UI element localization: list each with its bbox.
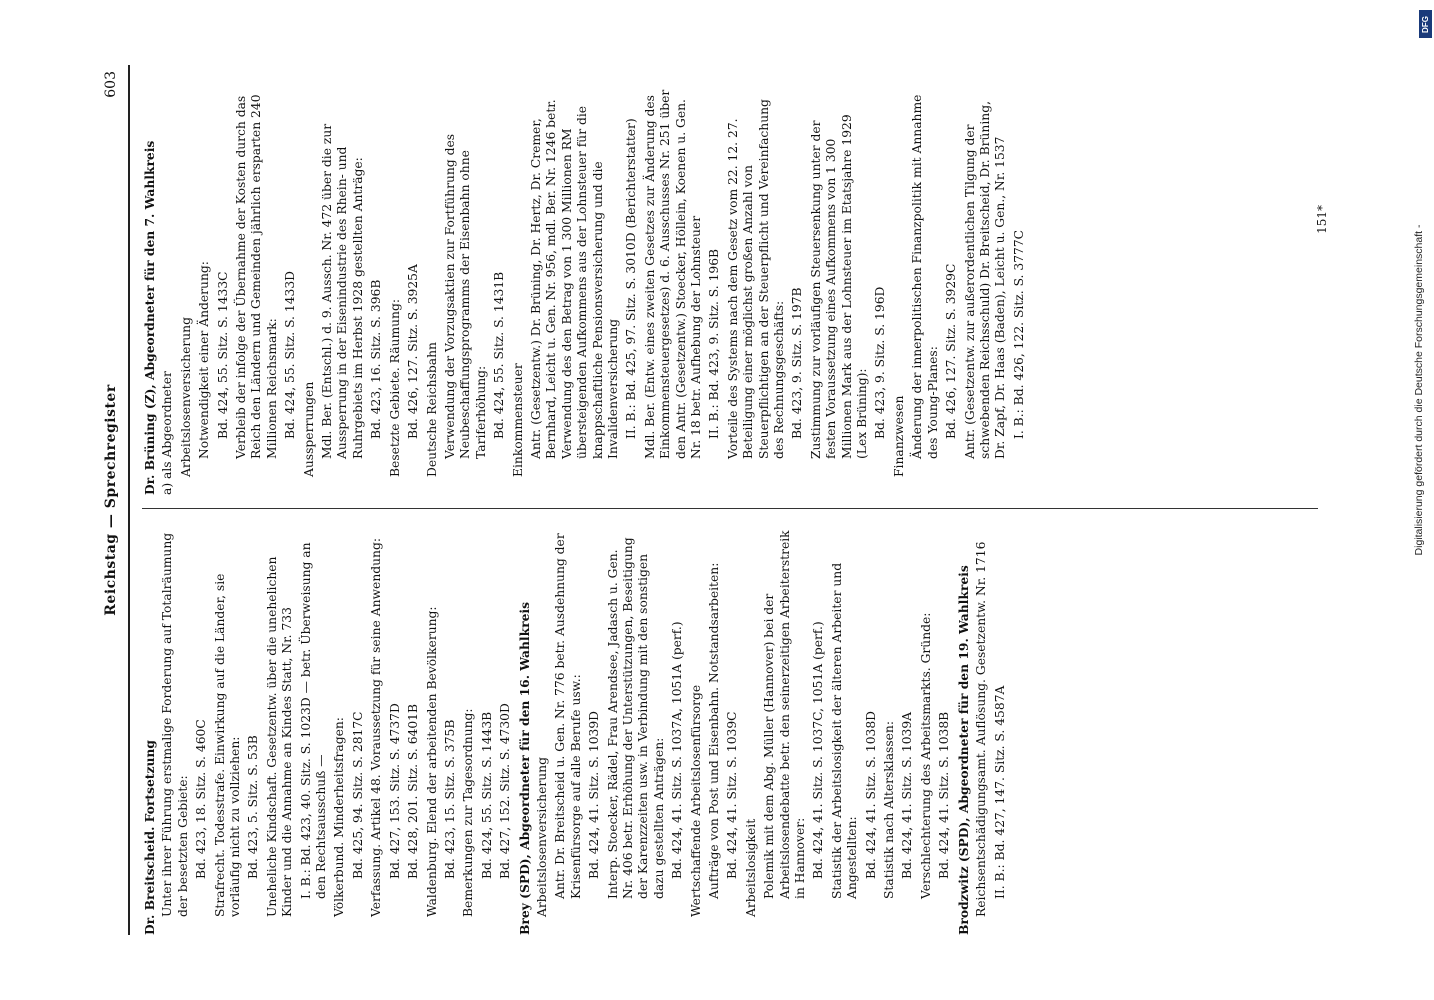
- register-entry: Antr. (Gesetzentw. zur außerordentlichen Tilgung der schwebenden Reichsschuld) Dr. Breitscheid, Dr. Brüning, Dr. Zapf, Dr. Haas (Baden), Leicht u. Gen., Nr. 1537: [962, 101, 1008, 459]
- running-title: Reichstag — Sprechregister: [103, 384, 119, 616]
- register-entry: Vorteile des Systems nach dem Gesetz vom 22. 12. 27. Beteiligung einer möglichst großen Anzahl von Steuerpflichtigen an der Steuerpflicht und Vereinfachung des Rechnungsgeschäfts:: [725, 99, 787, 459]
- citation-line: Bd. 426, 127. Sitz. S. 3929C: [944, 263, 959, 439]
- register-entry: Verfassung. Artikel 48. Voraussetzung für seine Anwendung:: [369, 538, 384, 917]
- citation-line: Bd. 427, 153. Sitz. S. 4737D: [387, 703, 402, 879]
- citation-line: Bd. 426, 127. Sitz. S. 3925A: [406, 264, 421, 439]
- register-entry: Reichsentschädigungsamt. Auflösung. Gesetzentw. Nr. 1716: [974, 541, 989, 917]
- left-column: [142, 527, 1011, 935]
- citation-line: Bd. 424, 41. Sitz. S. 1037C, 1051A (perf.): [811, 621, 826, 879]
- register-entry: Arbeitslosenversicherung: [178, 317, 193, 477]
- citation-line: Bd. 425, 94. Sitz. S. 2817C: [350, 711, 365, 879]
- citation-line: Bd. 424, 55. Sitz. S. 1443B: [479, 711, 494, 879]
- register-entry: Mdl. Ber. (Entschl.) d. 9. Aussch. Nr. 472 über die zur Aussperrung in der Eisenindustrie des Rhein- und Ruhrgebiets im Herbst 1928 gestellten Anträge:: [320, 123, 365, 459]
- register-entry: Antr. Dr. Breitscheid u. Gen. Nr. 776 betr. Ausdehnung der Krisenfürsorge auf alle Berufe usw.:: [553, 533, 583, 899]
- register-page: [102, 65, 1332, 935]
- citation-line: Bd. 427, 152. Sitz. S. 4730D: [498, 703, 513, 879]
- register-entry: Aussperrungen: [301, 381, 316, 477]
- citation-line: Bd. 423, 15. Sitz. S. 375B: [442, 719, 457, 879]
- register-entry: Strafrecht. Todesstrafe. Einwirkung auf die Länder, sie vorläufig nicht zu vollziehen:: [212, 573, 243, 917]
- page-header: [102, 65, 124, 935]
- credit-text: Digitalisierung gefördert durch die Deutsche Forschungsgemeinschaft -: [1413, 224, 1425, 556]
- register-entry: Uneheliche Kindschaft. Gesetzentw. über die unehelichen Kinder und die Annahme an Kindes Statt, Nr. 733: [264, 556, 295, 917]
- register-entry: Verwendung der Vorzugsaktien zur Fortführung des Neubeschaffungsprogramms der Eisenbahn ohne Tariferhöhung:: [442, 133, 488, 459]
- citation-line: Bd. 423, 18. Sitz. S. 460C: [194, 719, 209, 879]
- register-entry: II. B.: Bd. 427, 147. Sitz. S. 4587A: [992, 685, 1007, 899]
- register-entry: Polemik mit dem Abg. Müller (Hannover) bei der Arbeitslosendebatte betr. den seinerzeitigen Arbeiterstreik in Hannover:: [762, 530, 808, 899]
- register-entry: Arbeitslosigkeit: [743, 818, 758, 917]
- citation-line: Bd. 423, 16. Sitz. S. 396B: [369, 279, 384, 439]
- citation-line: Bd. 428, 201. Sitz. S. 6401B: [406, 703, 421, 879]
- register-entry: Wertschaffende Arbeitslosenfürsorge: [688, 684, 703, 917]
- register-entry: I. B.: Bd. 423, 40. Sitz. S. 1023D — betr. Überweisung an den Rechtsausschuß —: [298, 542, 329, 899]
- register-entry: Arbeitslosenversicherung: [534, 757, 549, 917]
- register-entry: Statistik der Arbeitslosigkeit der älteren Arbeiter und Angestellten:: [829, 562, 860, 899]
- dfg-logo: [1419, 10, 1432, 38]
- dfg-logo-text: DFG: [1421, 15, 1431, 33]
- citation-line: Bd. 423, 9. Sitz. S. 196D: [873, 286, 888, 439]
- entry-heading: Brodzwitz (SPD), Abgeordneter für den 19. Wahlkreis: [955, 565, 971, 935]
- register-entry: Finanzwesen: [891, 395, 906, 477]
- citation-line: Bd. 424, 41. Sitz. S. 1039A: [900, 711, 915, 879]
- entry-heading: Dr. Brüning (Z), Abgeordneter für den 7. Wahlkreis: [142, 140, 157, 495]
- register-entry: Einkommensteuer: [510, 363, 525, 477]
- register-entry: Verbleib der infolge der Übernahme der Kosten durch das Reich den Ländern und Gemeinden jährlich ersparten 240 Millionen Reichsmark:: [234, 94, 279, 459]
- register-entry: Unter ihrer Führung erstmalige Forderung auf Totalräumung der besetzten Gebiete:: [160, 532, 190, 917]
- sheet-signature: 151*: [1314, 205, 1329, 234]
- entry-heading: Dr. Breitscheid. Fortsetzung: [142, 740, 157, 935]
- register-entry: Notwendigkeit einer Änderung:: [197, 261, 212, 459]
- column-divider: [142, 508, 1318, 509]
- citation-line: Bd. 424, 41. Sitz. S. 1038D: [863, 710, 878, 879]
- citation-line: II. B.: Bd. 425, 97. Sitz. S. 3010D (Berichterstatter): [624, 118, 639, 439]
- citation-line: Bd. 423, 9. Sitz. S. 197B: [790, 287, 805, 439]
- citation-line: Bd. 423, 5. Sitz. S. 53B: [246, 735, 261, 879]
- entry-heading: a) als Abgeordneter: [160, 371, 175, 495]
- register-entry: Mdl. Ber. (Entw. eines zweiten Gesetzes zur Änderung des Einkommensteuergesetzes) d. 6. Ausschusses Nr. 251 über den Antr. (Gesetzentw.) Stoecker, Höllein, Koenen u. Gen. Nr. 18 betr. Aufhebung der Lohnsteuer: [642, 89, 703, 459]
- entry-heading: Brey (SPD), Abgeordneter für den 16. Wahlkreis: [516, 601, 532, 935]
- register-entry: Statistik nach Altersklassen:: [882, 721, 897, 899]
- page-number: 603: [103, 71, 119, 98]
- register-entry: Völkerbund. Minderheitsfragen:: [332, 717, 347, 917]
- citation-line: Bd. 424, 41. Sitz. S. 1037A, 1051A (perf.): [670, 621, 685, 879]
- side-credit: [1404, 0, 1434, 1000]
- right-column: [142, 87, 1030, 495]
- register-entry: Besetzte Gebiete. Räumung:: [387, 299, 402, 477]
- register-entry: Waldenburg. Elend der arbeitenden Bevölkerung:: [424, 606, 439, 917]
- register-entry: Antr. (Gesetzentw.) Dr. Brüning, Dr. Hertz, Dr. Cremer, Bernhard, Leicht u. Gen. Nr. 956, mdl. Ber. Nr. 1246 betr. Verwendung des den Betrag von 1 300 Millionen RM übersteigenden Aufkommens aus der Lohnsteuer für die knappschaftliche Pensionsversicherung und die Invalidenversicherung: [528, 99, 620, 459]
- citation-line: Bd. 424, 55. Sitz. S. 1433D: [283, 270, 298, 439]
- header-rule: [128, 65, 130, 935]
- citation-line: Bd. 424, 55. Sitz. S. 1433C: [215, 271, 230, 439]
- register-entry: Deutsche Reichsbahn: [424, 342, 439, 477]
- register-entry: Verschlechterung des Arbeitsmarkts. Gründe:: [918, 612, 933, 899]
- register-entry: Zustimmung zur vorläufigen Steuersenkung unter der festen Voraussetzung eines Aufkommens von 1 300 Millionen Mark aus der Lohnsteuer im Etatsjahre 1929 (Lex Brüning):: [808, 114, 870, 459]
- register-entry: Bemerkungen zur Tagesordnung:: [461, 708, 476, 917]
- citation-line: I. B.: Bd. 426, 122. Sitz. S. 3777C: [1011, 229, 1026, 439]
- register-entry: Aufträge von Post und Eisenbahn. Notstandsarbeiten:: [707, 562, 721, 899]
- register-entry: Änderung der innerpolitischen Finanzpolitik mit Annahme des Young-Planes:: [910, 94, 940, 459]
- register-entry: Interp. Stoecker, Rädel, Frau Arendsee, Jadasch u. Gen. Nr. 406 betr. Erhöhung der Unterstützungen, Beseitigung der Karenzzeiten usw. in Verbindung mit den sonstigen dazu gestellten Anträgen:: [605, 537, 666, 899]
- citation-line: Bd. 424, 41. Sitz. S. 1039D: [587, 710, 602, 879]
- citation-line: II. B.: Bd. 423, 9. Sitz. S. 196B: [707, 248, 722, 439]
- citation-line: Bd. 424, 41. Sitz. S. 1039C: [725, 711, 740, 879]
- citation-line: Bd. 424, 55. Sitz. S. 1431B: [492, 271, 507, 439]
- citation-line: Bd. 424, 41. Sitz. S. 1038B: [937, 711, 952, 879]
